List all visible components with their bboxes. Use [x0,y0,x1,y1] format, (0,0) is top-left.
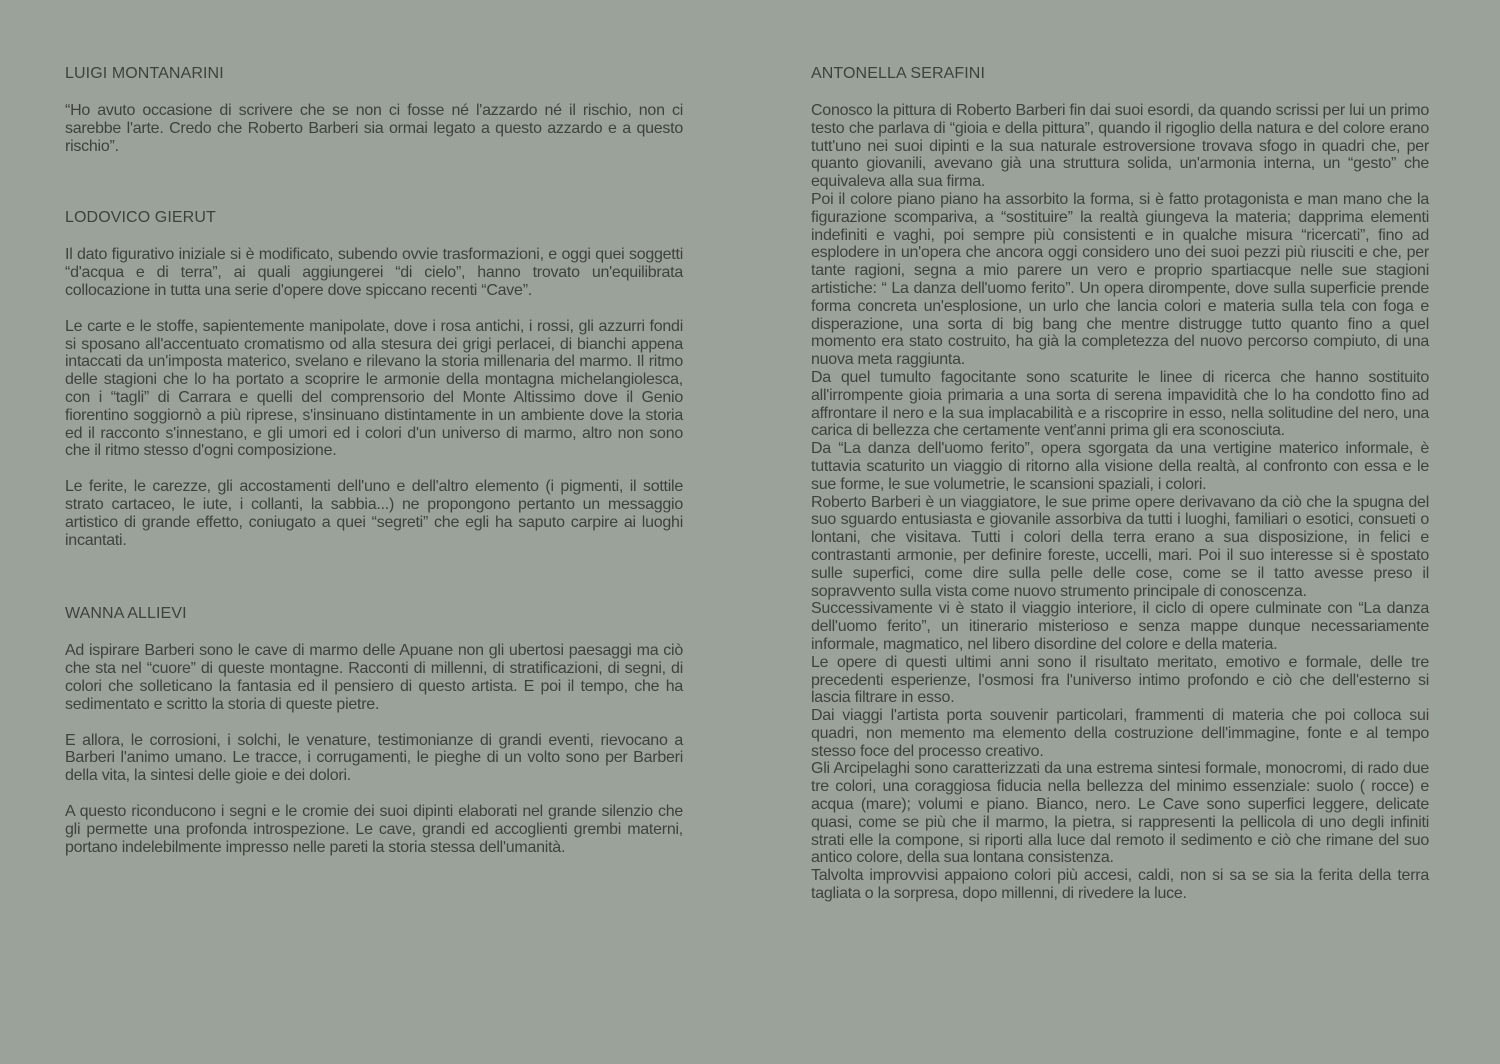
paragraph: Dai viaggi l'artista porta souvenir particolari, frammenti di materia che poi colloca sui quadri, non memento ma elemento della costruzione dell'immagine, fonte e al tempo stesso foce del processo creativo. [811,707,1429,760]
paragraph: E allora, le corrosioni, i solchi, le venature, testimonianze di grandi eventi, rievocano a Barberi l'animo umano. Le tracce, i corrugamenti, le pieghe di un volto sono per Barberi della vita, la sintesi delle gioie e dei dolori. [65,731,683,785]
paragraph: Successivamente vi è stato il viaggio interiore, il ciclo di opere culminate con “La danza dell'uomo ferito”, un itinerario misterioso e senza mappe dunque necessariamente informale, magmatico, nel libero disordine del colore e della materia. [811,600,1429,653]
paragraph: “Ho avuto occasione di scrivere che se non ci fosse né l'azzardo né il rischio, non ci sarebbe l'arte. Credo che Roberto Barberi sia ormai legato a questo azzardo e a questo rischio”. [65,102,683,155]
left-column [65,64,683,856]
section-title-gierut: LODOVICO GIERUT [65,209,216,227]
paragraph: Conosco la pittura di Roberto Barberi fin dai suoi esordi, da quando scrissi per lui un primo testo che parlava di “gioia e della pittura”, quando il rigoglio della natura e del colore erano tutt'uno nei suoi dipinti e la sua naturale estroversione trovava sfogo in quadri che, per quanto giovanili, avevano già una struttura solida, un'armonia interna, un “gesto” che equivaleva alla sua firma. [811,102,1429,191]
paragraph: Roberto Barberi è un viaggiatore, le sue prime opere derivavano da ciò che la spugna del suo sguardo entusiasta e giovanile assorbiva da tutti i luoghi, familiari o esotici, consueti o lontani, che visitava. Tutti i colori della terra erano a sua disposizione, in felici e contrastanti armonie, per definire foreste, uccelli, mari. Poi il suo interesse si è spostato sulle superfici, come dire sulla pelle delle cose, come se il tatto avesse preso il sopravvento sulla vista come nuovo strumento principale di conoscenza. [811,493,1429,600]
section-title-allievi: WANNA ALLIEVI [65,605,187,623]
paragraph: Talvolta improvvisi appaiono colori più accesi, caldi, non si sa se sia la ferita della terra tagliata o la sorpresa, dopo millenni, di rivedere la luce. [811,867,1429,903]
paragraph: Poi il colore piano piano ha assorbito la forma, si è fatto protagonista e man mano che la figurazione scompariva, a “sostituire” la realtà giungeva la materia; dapprima elementi indefiniti e vaghi, poi sempre più consistenti e in qualche misura “ricercati”, fino ad esplodere in un'opera che ancora oggi considero uno dei suoi pezzi più riusciti e che, per tante ragioni, segna a mio parere un vero e proprio spartiacque nelle sue stagioni artistiche: “ La danza dell'uomo ferito”. Un opera dirompente, dove sulla superficie prende forma concreta un'esplosione, un urlo che lancia colori e materia sulla tela con foga e disperazione, una sorta di big bang che mentre distrugge tutto quanto fino a quel momento era stato costruito, ha già la completezza del nuovo percorso compiuto, di una nuova meta raggiunta. [811,190,1429,369]
paragraph: Da “La danza dell'uomo ferito”, opera sgorgata da una vertigine materico informale, è tuttavia scaturito un viaggio di ritorno alla visione della realtà, al confronto con essa e le sue forme, le sue volumetrie, le scansioni spaziali, i colori. [811,440,1429,493]
paragraph: Le ferite, le carezze, gli accostamenti dell'uno e dell'altro elemento (i pigmenti, il sottile strato cartaceo, le iute, i collanti, la sabbia...) ne propongono pertanto un messaggio artistico di grande effetto, coniugato a quei “segreti” che egli ha saputo carpire ai luoghi incantati. [65,478,683,549]
paragraph: A questo riconducono i segni e le cromie dei suoi dipinti elaborati nel grande silenzio che gli permette una profonda introspezione. Le cave, grandi ed accoglienti grembi materni, portano indelebilmente impresso nelle pareti la storia stessa dell'umanità. [65,802,683,856]
paragraph: Le carte e le stoffe, sapientemente manipolate, dove i rosa antichi, i rossi, gli azzurri fondi si sposano all'accentuato cromatismo od alla stesura dei grigi perlacei, di bianchi appena intaccati da un'imposta materico, svelano e rilevano la storia millenaria del marmo. Il ritmo delle stagioni che lo ha portato a scoprire le armonie della montagna michelangiolesca, con i “tagli” di Carrara e quelli del comprensorio del Monte Altissimo dove il Genio fiorentino soggiornò a più riprese, s'insinuano distintamente in un ambiente dove la storia ed il racconto s'innestano, e gli umori ed i colori d'un universo di marmo, altro non sono che il ritmo stesso d'ogni composizione. [65,317,683,460]
paragraph: Da quel tumulto fagocitante sono scaturite le linee di ricerca che hanno sostituito all'irrompente gioia primaria a una sorta di serena impavidità che lo ha condotto fino ad affrontare il nero e la sua implacabilità e a riscoprire in esso, nella solitudine del nero, una carica di bellezza che certamente vent'anni prima gli era sconosciuta. [811,368,1429,440]
section-title-serafini: ANTONELLA SERAFINI [811,65,986,82]
paragraph: Il dato figurativo iniziale si è modificato, subendo ovvie trasformazioni, e oggi quei soggetti “d'acqua e di terra”, ai quali aggiungerei “di cielo”, hanno trovato un'equilibrata collocazione in tutta una serie d'opere dove spiccano recenti “Cave”. [65,246,683,299]
section-title-montanarini: LUIGI MONTANARINI [65,65,224,82]
right-column [811,64,1429,903]
paragraph: Le opere di questi ultimi anni sono il risultato meritato, emotivo e formale, delle tre precedenti esperienze, l'osmosi fra l'universo intimo profondo e ciò che dell'esterno si lascia filtrare in esso. [811,653,1429,707]
paragraph: Gli Arcipelaghi sono caratterizzati da una estrema sintesi formale, monocromi, di rado due tre colori, una coraggiosa fiducia nella bellezza del minimo essenziale: suolo ( rocce) e acqua (mare); volumi e piano. Bianco, nero. Le Cave sono superfici leggere, delicate quasi, come se più che il marmo, la pietra, si rappresenti la pellicola di uno degli infiniti strati elle la compone, si riporti alla luce dal remoto il sedimento e ciò che rimane del suo antico colore, della sua lontana consistenza. [811,760,1429,867]
paragraph: Ad ispirare Barberi sono le cave di marmo delle Apuane non gli ubertosi paesaggi ma ciò che sta nel “cuore” di queste montagne. Racconti di millenni, di stratificazioni, di segni, di colori che solleticano la fantasia ed il pensiero di questo artista. E poi il tempo, che ha sedimentato e scritto la storia di queste pietre. [65,642,683,713]
